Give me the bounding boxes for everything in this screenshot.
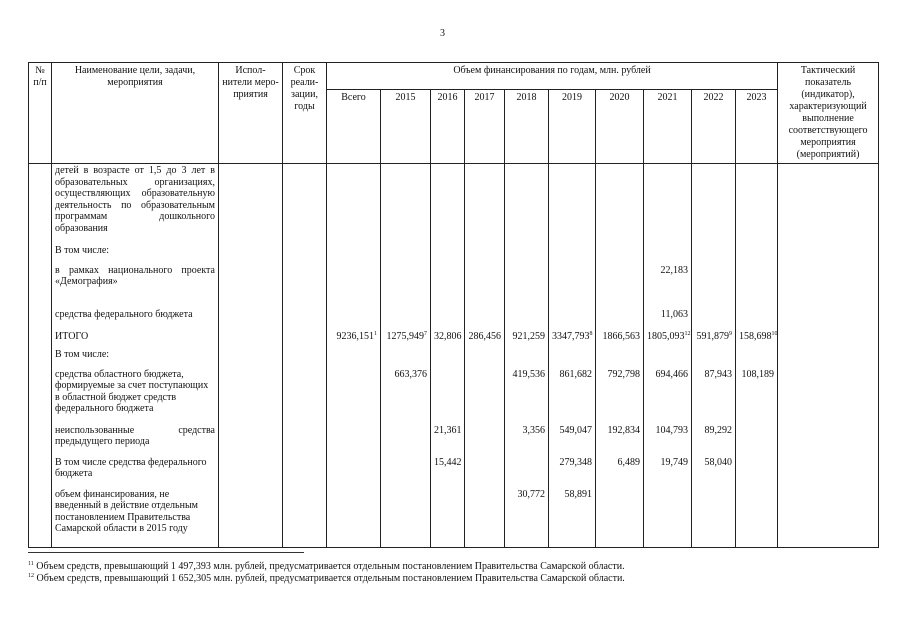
cell-year-value <box>736 264 778 308</box>
cell-year-value <box>381 456 431 488</box>
cell-year-value: 22,183 <box>644 264 692 308</box>
table-row <box>29 348 879 368</box>
header-year: 2022 <box>692 90 736 164</box>
footnote-ref: 10 <box>771 330 778 337</box>
row-label: средства федерального бюджета <box>52 308 219 328</box>
cell-indicator <box>778 328 879 348</box>
cell-executors <box>219 348 283 368</box>
header-year: 2018 <box>505 90 549 164</box>
cell-executors <box>219 328 283 348</box>
cell-year-value <box>692 264 736 308</box>
table-row <box>29 424 879 456</box>
cell-year-value <box>736 488 778 548</box>
cell-executors <box>219 164 283 244</box>
table-body <box>29 164 879 548</box>
footnote-ref: 7 <box>424 330 427 337</box>
header-total: Всего <box>327 90 381 164</box>
footnote-ref: 8 <box>589 330 593 337</box>
cell-year-value: 58,891 <box>549 488 596 548</box>
header-year: 2020 <box>596 90 644 164</box>
footnote-ref: 12 <box>684 330 691 337</box>
cell-total <box>327 488 381 548</box>
cell-year-value <box>736 308 778 328</box>
cell-year-value <box>431 308 465 328</box>
cell-year-value <box>549 308 596 328</box>
cell-year-value: 286,456 <box>465 328 505 348</box>
cell-year-value <box>736 244 778 264</box>
cell-indicator <box>778 164 879 244</box>
row-label: В том числе средства федерального бюджета <box>52 456 219 488</box>
cell-num <box>29 348 52 368</box>
cell-terms <box>283 244 327 264</box>
cell-year-value: 6,489 <box>596 456 644 488</box>
row-label: объем финансирования, не введенный в действие отдельным постановлением Правительства Самарской области в 2015 году <box>52 488 219 548</box>
cell-year-value <box>465 164 505 244</box>
cell-year-value: 861,682 <box>549 368 596 424</box>
header-year: 2023 <box>736 90 778 164</box>
cell-year-value <box>431 348 465 368</box>
cell-year-value <box>431 488 465 548</box>
cell-year-value <box>431 368 465 424</box>
header-terms: Срок реали-зации, годы <box>283 63 327 164</box>
row-label: в рамках национального проекта «Демография» <box>52 264 219 308</box>
table-row <box>29 488 879 548</box>
cell-executors <box>219 424 283 456</box>
cell-year-value <box>465 368 505 424</box>
cell-year-value <box>381 244 431 264</box>
header-name: Наименование цели, задачи, мероприятия <box>52 63 219 164</box>
cell-year-value <box>465 308 505 328</box>
cell-terms <box>283 164 327 244</box>
table-row <box>29 264 879 308</box>
cell-indicator <box>778 456 879 488</box>
cell-terms <box>283 328 327 348</box>
cell-year-value: 1866,563 <box>596 328 644 348</box>
cell-year-value <box>549 264 596 308</box>
cell-year-value <box>381 488 431 548</box>
cell-year-value <box>505 264 549 308</box>
cell-year-value <box>381 164 431 244</box>
cell-year-value <box>596 264 644 308</box>
cell-year-value: 419,536 <box>505 368 549 424</box>
header-indicator: Тактический показатель (индикатор), характеризующий выполнение соответствующего мероприятия (мероприятий) <box>778 63 879 164</box>
header-year: 2016 <box>431 90 465 164</box>
cell-year-value <box>692 244 736 264</box>
cell-year-value: 58,040 <box>692 456 736 488</box>
row-label: средства областного бюджета, формируемые за счет поступающих в областной бюджет средств федерального бюджета <box>52 368 219 424</box>
cell-year-value <box>465 456 505 488</box>
cell-year-value <box>381 308 431 328</box>
cell-year-value <box>505 244 549 264</box>
cell-year-value <box>549 244 596 264</box>
row-label: ИТОГО <box>52 328 219 348</box>
cell-year-value <box>505 456 549 488</box>
cell-num <box>29 368 52 424</box>
cell-num <box>29 456 52 488</box>
header-financing: Объем финансирования по годам, млн. рублей <box>327 63 778 90</box>
cell-terms <box>283 488 327 548</box>
cell-year-value: 87,943 <box>692 368 736 424</box>
cell-total <box>327 424 381 456</box>
cell-year-value: 30,772 <box>505 488 549 548</box>
cell-total: 9236,151$^1$ <box>327 328 381 348</box>
cell-year-value <box>736 348 778 368</box>
cell-indicator <box>778 308 879 328</box>
cell-year-value <box>736 424 778 456</box>
cell-year-value <box>465 244 505 264</box>
cell-executors <box>219 456 283 488</box>
cell-year-value: 921,259 <box>505 328 549 348</box>
cell-terms <box>283 308 327 328</box>
cell-year-value: 19,749 <box>644 456 692 488</box>
cell-indicator <box>778 424 879 456</box>
cell-year-value <box>505 348 549 368</box>
cell-year-value: 591,879$^9$ <box>692 328 736 348</box>
cell-year-value <box>692 488 736 548</box>
cell-year-value <box>596 488 644 548</box>
cell-year-value: 1805,093$^{12}$ <box>644 328 692 348</box>
table-row <box>29 456 879 488</box>
cell-year-value <box>644 164 692 244</box>
footnote-12: $^{12}$ Объем средств, превышающий 1 652,305 млн. рублей, предусматривается отдельным постановлением Правительства Самарской области. <box>28 573 625 584</box>
cell-year-value: 694,466 <box>644 368 692 424</box>
cell-year-value <box>644 488 692 548</box>
cell-total <box>327 456 381 488</box>
header-row-1 <box>29 63 879 90</box>
header-year: 2017 <box>465 90 505 164</box>
footnote-divider <box>28 552 304 553</box>
row-label: В том числе: <box>52 348 219 368</box>
cell-executors <box>219 368 283 424</box>
cell-total <box>327 348 381 368</box>
cell-total <box>327 308 381 328</box>
cell-year-value: 3347,793$^8$ <box>549 328 596 348</box>
table-row <box>29 328 879 348</box>
cell-num <box>29 424 52 456</box>
header-year: 2015 <box>381 90 431 164</box>
cell-indicator <box>778 368 879 424</box>
cell-year-value <box>505 308 549 328</box>
cell-terms <box>283 348 327 368</box>
cell-year-value <box>692 164 736 244</box>
table-row <box>29 244 879 264</box>
cell-total <box>327 164 381 244</box>
footnote-11: $^{11}$ Объем средств, превышающий 1 497,393 млн. рублей, предусматривается отдельным постановлением Правительства Самарской области. <box>28 561 625 572</box>
cell-year-value <box>596 308 644 328</box>
cell-year-value <box>431 164 465 244</box>
cell-year-value <box>381 348 431 368</box>
cell-year-value: 279,348 <box>549 456 596 488</box>
cell-num <box>29 308 52 328</box>
cell-num <box>29 164 52 244</box>
row-label: детей в возрасте от 1,5 до 3 лет в образовательных организациях, осуществляющих образовательную деятельность по образовательным программам дошкольного образования <box>52 164 219 244</box>
cell-year-value: 792,798 <box>596 368 644 424</box>
page-number: 3 <box>440 28 445 39</box>
cell-year-value <box>465 264 505 308</box>
cell-indicator <box>778 488 879 548</box>
cell-year-value: 192,834 <box>596 424 644 456</box>
cell-total <box>327 244 381 264</box>
header-num: № п/п <box>29 63 52 164</box>
cell-year-value <box>596 244 644 264</box>
cell-year-value: 1275,949$^7$ <box>381 328 431 348</box>
cell-year-value: 158,698$^{10}$ <box>736 328 778 348</box>
cell-year-value <box>431 244 465 264</box>
cell-terms <box>283 424 327 456</box>
header-executors: Испол-нители меро-приятия <box>219 63 283 164</box>
cell-indicator <box>778 244 879 264</box>
footnote-ref: 1 <box>374 330 377 337</box>
cell-year-value <box>692 348 736 368</box>
cell-year-value <box>596 348 644 368</box>
footnote-ref: 9 <box>729 330 732 337</box>
cell-terms <box>283 264 327 308</box>
cell-year-value: 663,376 <box>381 368 431 424</box>
cell-year-value: 21,361 <box>431 424 465 456</box>
header-year: 2019 <box>549 90 596 164</box>
cell-indicator <box>778 348 879 368</box>
cell-num <box>29 488 52 548</box>
table-row <box>29 368 879 424</box>
cell-year-value: 549,047 <box>549 424 596 456</box>
cell-total <box>327 368 381 424</box>
cell-terms <box>283 456 327 488</box>
header-year: 2021 <box>644 90 692 164</box>
cell-executors <box>219 244 283 264</box>
financing-table <box>28 62 879 548</box>
cell-year-value <box>505 164 549 244</box>
cell-executors <box>219 308 283 328</box>
cell-year-value: 11,063 <box>644 308 692 328</box>
cell-year-value <box>596 164 644 244</box>
cell-num <box>29 244 52 264</box>
row-label: неиспользованные средства предыдущего периода <box>52 424 219 456</box>
cell-year-value <box>465 424 505 456</box>
cell-year-value <box>736 456 778 488</box>
cell-num <box>29 264 52 308</box>
cell-executors <box>219 264 283 308</box>
cell-indicator <box>778 264 879 308</box>
cell-year-value <box>431 264 465 308</box>
cell-year-value: 3,356 <box>505 424 549 456</box>
cell-year-value <box>465 348 505 368</box>
cell-year-value: 104,793 <box>644 424 692 456</box>
cell-year-value: 89,292 <box>692 424 736 456</box>
cell-year-value <box>549 164 596 244</box>
cell-total <box>327 264 381 308</box>
row-label: В том числе: <box>52 244 219 264</box>
cell-year-value <box>692 308 736 328</box>
table-row <box>29 308 879 328</box>
cell-num <box>29 328 52 348</box>
cell-year-value <box>644 244 692 264</box>
cell-year-value <box>736 164 778 244</box>
cell-year-value <box>465 488 505 548</box>
cell-year-value <box>381 264 431 308</box>
cell-executors <box>219 488 283 548</box>
cell-year-value <box>549 348 596 368</box>
cell-year-value <box>644 348 692 368</box>
table-row <box>29 164 879 244</box>
cell-year-value: 108,189 <box>736 368 778 424</box>
cell-year-value: 15,442 <box>431 456 465 488</box>
cell-year-value <box>381 424 431 456</box>
cell-year-value: 32,806 <box>431 328 465 348</box>
cell-terms <box>283 368 327 424</box>
